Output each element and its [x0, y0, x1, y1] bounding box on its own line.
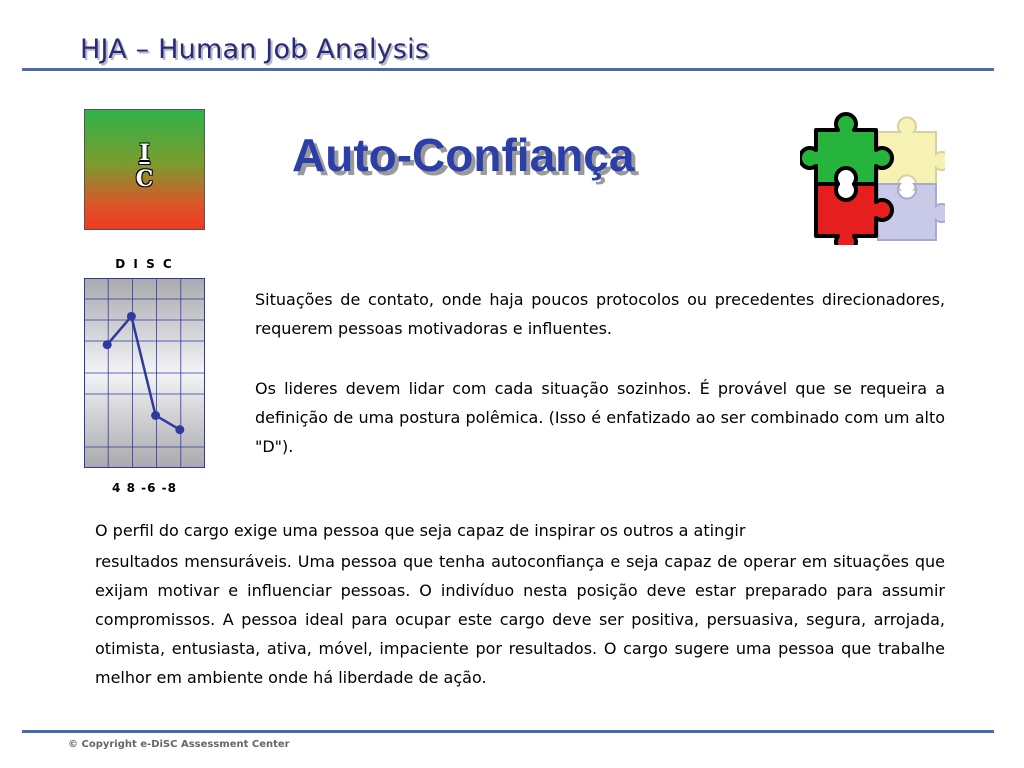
paragraph-profile-description: resultados mensuráveis. Uma pessoa que tenha autoconfiança e seja capaz de operar em situações que exijam motivar e influenciar pessoas. O indivíduo nesta posição deve estar preparado para assumir compromissos. A pessoa ideal para ocupar este cargo deve ser positiva, persuasiva, segura, arrojada, otimista, entusiasta, ativa, móvel, impaciente por resultados. O cargo sugere uma pessoa que trabalhe melhor em ambiente onde há liberdade de ação. — [95, 552, 945, 687]
profile-code-secondary: C — [135, 166, 154, 192]
puzzle-icon — [800, 100, 945, 245]
disc-scores: 4 8 -6 -8 — [112, 481, 177, 495]
header-divider — [22, 68, 994, 71]
disc-point-d — [103, 340, 112, 349]
disc-point-s — [151, 411, 160, 420]
paragraph-contact-situations: Situações de contato, onde haja poucos protocolos ou precedentes direcionadores, requerem pessoas motivadoras e influentes. — [255, 290, 945, 338]
footer-copyright: © Copyright e-DiSC Assessment Center — [68, 739, 290, 750]
disc-point-i — [127, 312, 136, 321]
profile-code-box — [84, 109, 205, 230]
page-title: Auto-Confiança — [292, 129, 635, 181]
profile-code-primary: I — [139, 140, 150, 166]
disc-axis-labels: D I S C — [115, 257, 174, 271]
paragraph-profile-first-line: O perfil do cargo exige uma pessoa que seja capaz de inspirar os outros a atingir — [95, 521, 746, 540]
disc-graph — [84, 278, 205, 468]
footer-divider — [22, 730, 994, 733]
disc-point-c — [175, 425, 184, 434]
header-title: HJA – Human Job Analysis — [80, 34, 430, 65]
paragraph-leaders: Os lideres devem lidar com cada situação sozinhos. É provável que se requeira a definição de uma postura polêmica. (Isso é enfatizado ao ser combinado com um alto "D"). — [255, 379, 945, 456]
